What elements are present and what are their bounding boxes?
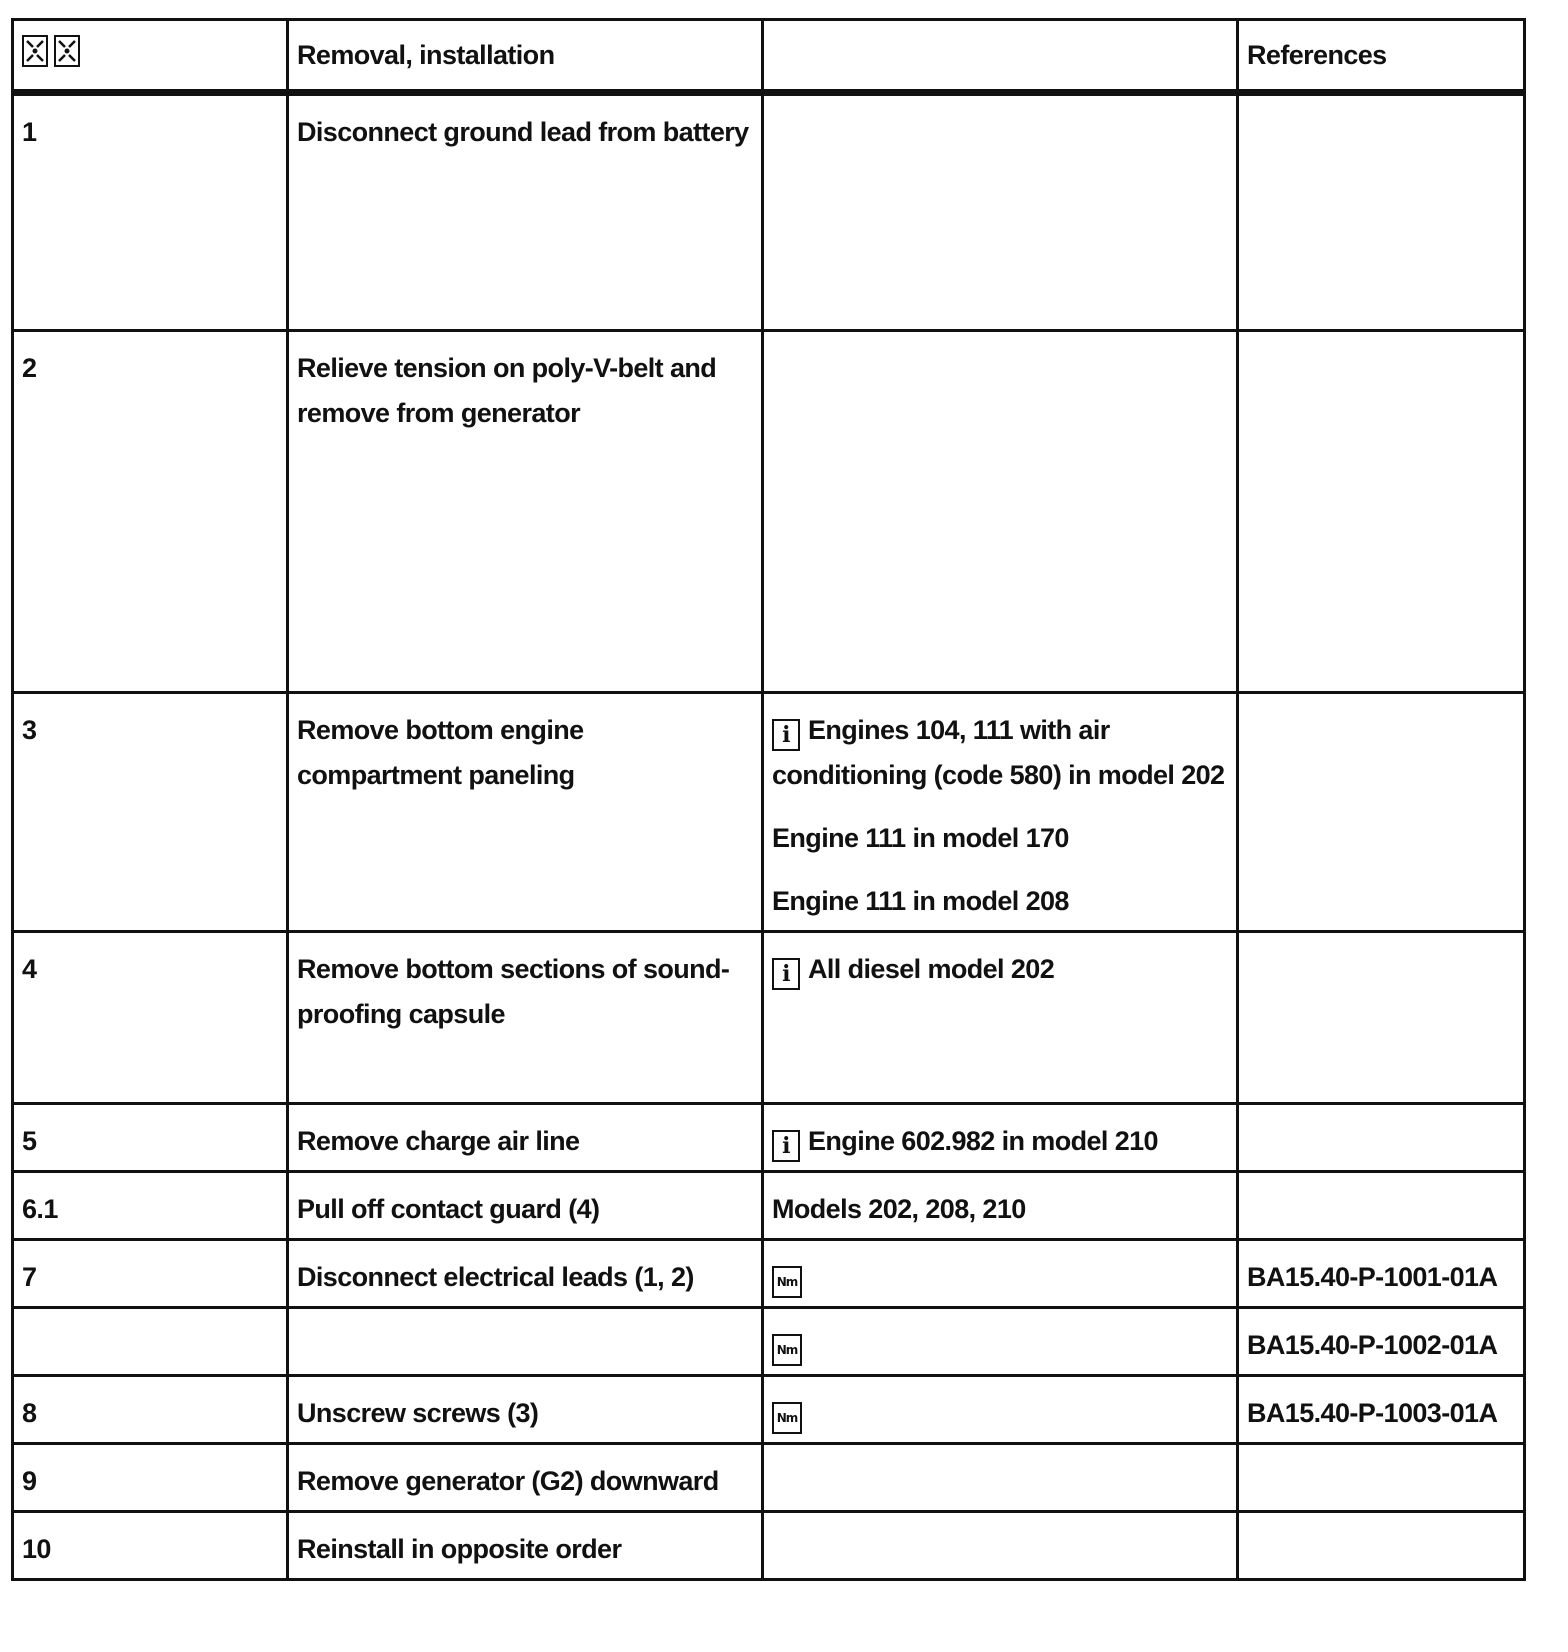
table-header-row: [13, 20, 1525, 93]
installation-icon: [54, 35, 80, 67]
reference-cell: BA15.40-P-1002-01A: [1238, 1308, 1525, 1376]
note-line: [772, 708, 1228, 798]
reference-cell: [1238, 1172, 1525, 1240]
notes-cell: [763, 1308, 1238, 1376]
torque-icon: Nm: [772, 1266, 802, 1298]
action-cell: Remove bottom sections of sound-proofing capsule: [288, 932, 763, 1104]
procedure-table: [11, 18, 1526, 1581]
reference-cell: [1238, 1512, 1525, 1580]
note-text: Engines 104, 111 with air conditioning (code 580) in model 202: [772, 715, 1225, 790]
step-cell: 2: [13, 331, 288, 693]
info-icon: i: [772, 1130, 800, 1162]
note-text: Engine 602.982 in model 210: [808, 1126, 1158, 1156]
action-cell: Remove generator (G2) downward: [288, 1444, 763, 1512]
step-cell: 1: [13, 93, 288, 331]
info-icon: i: [772, 958, 800, 990]
reference-cell: [1238, 331, 1525, 693]
notes-cell: [763, 93, 1238, 331]
step-cell: 8: [13, 1376, 288, 1444]
note-line: Engine 111 in model 170: [772, 823, 1069, 853]
notes-cell: [763, 1104, 1238, 1172]
step-cell: 6.1: [13, 1172, 288, 1240]
reference-cell: [1238, 1104, 1525, 1172]
action-cell: Disconnect ground lead from battery: [288, 93, 763, 331]
action-cell: Relieve tension on poly-V-belt and remove from generator: [288, 331, 763, 693]
reference-cell: [1238, 1444, 1525, 1512]
action-cell: Unscrew screws (3): [288, 1376, 763, 1444]
step-cell: 9: [13, 1444, 288, 1512]
reference-cell: BA15.40-P-1001-01A: [1238, 1240, 1525, 1308]
header-icons: [22, 35, 80, 67]
header-notes-cell: [763, 20, 1238, 93]
table-row: [13, 1308, 1525, 1376]
action-cell: Disconnect electrical leads (1, 2): [288, 1240, 763, 1308]
reference-cell: [1238, 932, 1525, 1104]
removal-icon: [22, 35, 48, 67]
table-row: [13, 1444, 1525, 1512]
step-cell: 3: [13, 693, 288, 932]
torque-icon: Nm: [772, 1334, 802, 1366]
step-cell: 10: [13, 1512, 288, 1580]
table-row: [13, 1512, 1525, 1580]
note-line: [772, 947, 1228, 992]
header-references-cell: [1238, 20, 1525, 93]
notes-cell: [763, 1444, 1238, 1512]
table-row: [13, 932, 1525, 1104]
step-cell: 7: [13, 1240, 288, 1308]
action-cell: [288, 1308, 763, 1376]
notes-cell: [763, 1240, 1238, 1308]
notes-cell: Models 202, 208, 210: [763, 1172, 1238, 1240]
step-cell: 5: [13, 1104, 288, 1172]
table-row: [13, 331, 1525, 693]
reference-cell: [1238, 693, 1525, 932]
action-cell: Remove bottom engine compartment paneling: [288, 693, 763, 932]
note-text: All diesel model 202: [808, 954, 1055, 984]
header-step-cell: [13, 20, 288, 93]
torque-icon: Nm: [772, 1402, 802, 1434]
notes-cell: [763, 1376, 1238, 1444]
header-references-label: References: [1247, 40, 1387, 70]
info-icon: i: [772, 719, 800, 751]
table-row: [13, 93, 1525, 331]
notes-cell: [763, 932, 1238, 1104]
table-row: [13, 1376, 1525, 1444]
action-cell: Pull off contact guard (4): [288, 1172, 763, 1240]
table-row: [13, 1172, 1525, 1240]
action-cell: Reinstall in opposite order: [288, 1512, 763, 1580]
action-cell: Remove charge air line: [288, 1104, 763, 1172]
step-cell: [13, 1308, 288, 1376]
reference-cell: [1238, 93, 1525, 331]
reference-cell: BA15.40-P-1003-01A: [1238, 1376, 1525, 1444]
header-action-label: Removal, installation: [297, 40, 555, 70]
notes-cell: [763, 1512, 1238, 1580]
note-line: Engine 111 in model 208: [772, 886, 1069, 916]
table-row: [13, 1240, 1525, 1308]
note-line: [772, 1119, 1228, 1164]
header-action-cell: [288, 20, 763, 93]
table-row: [13, 693, 1525, 932]
notes-cell: [763, 331, 1238, 693]
table-row: [13, 1104, 1525, 1172]
notes-cell: [763, 693, 1238, 932]
step-cell: 4: [13, 932, 288, 1104]
